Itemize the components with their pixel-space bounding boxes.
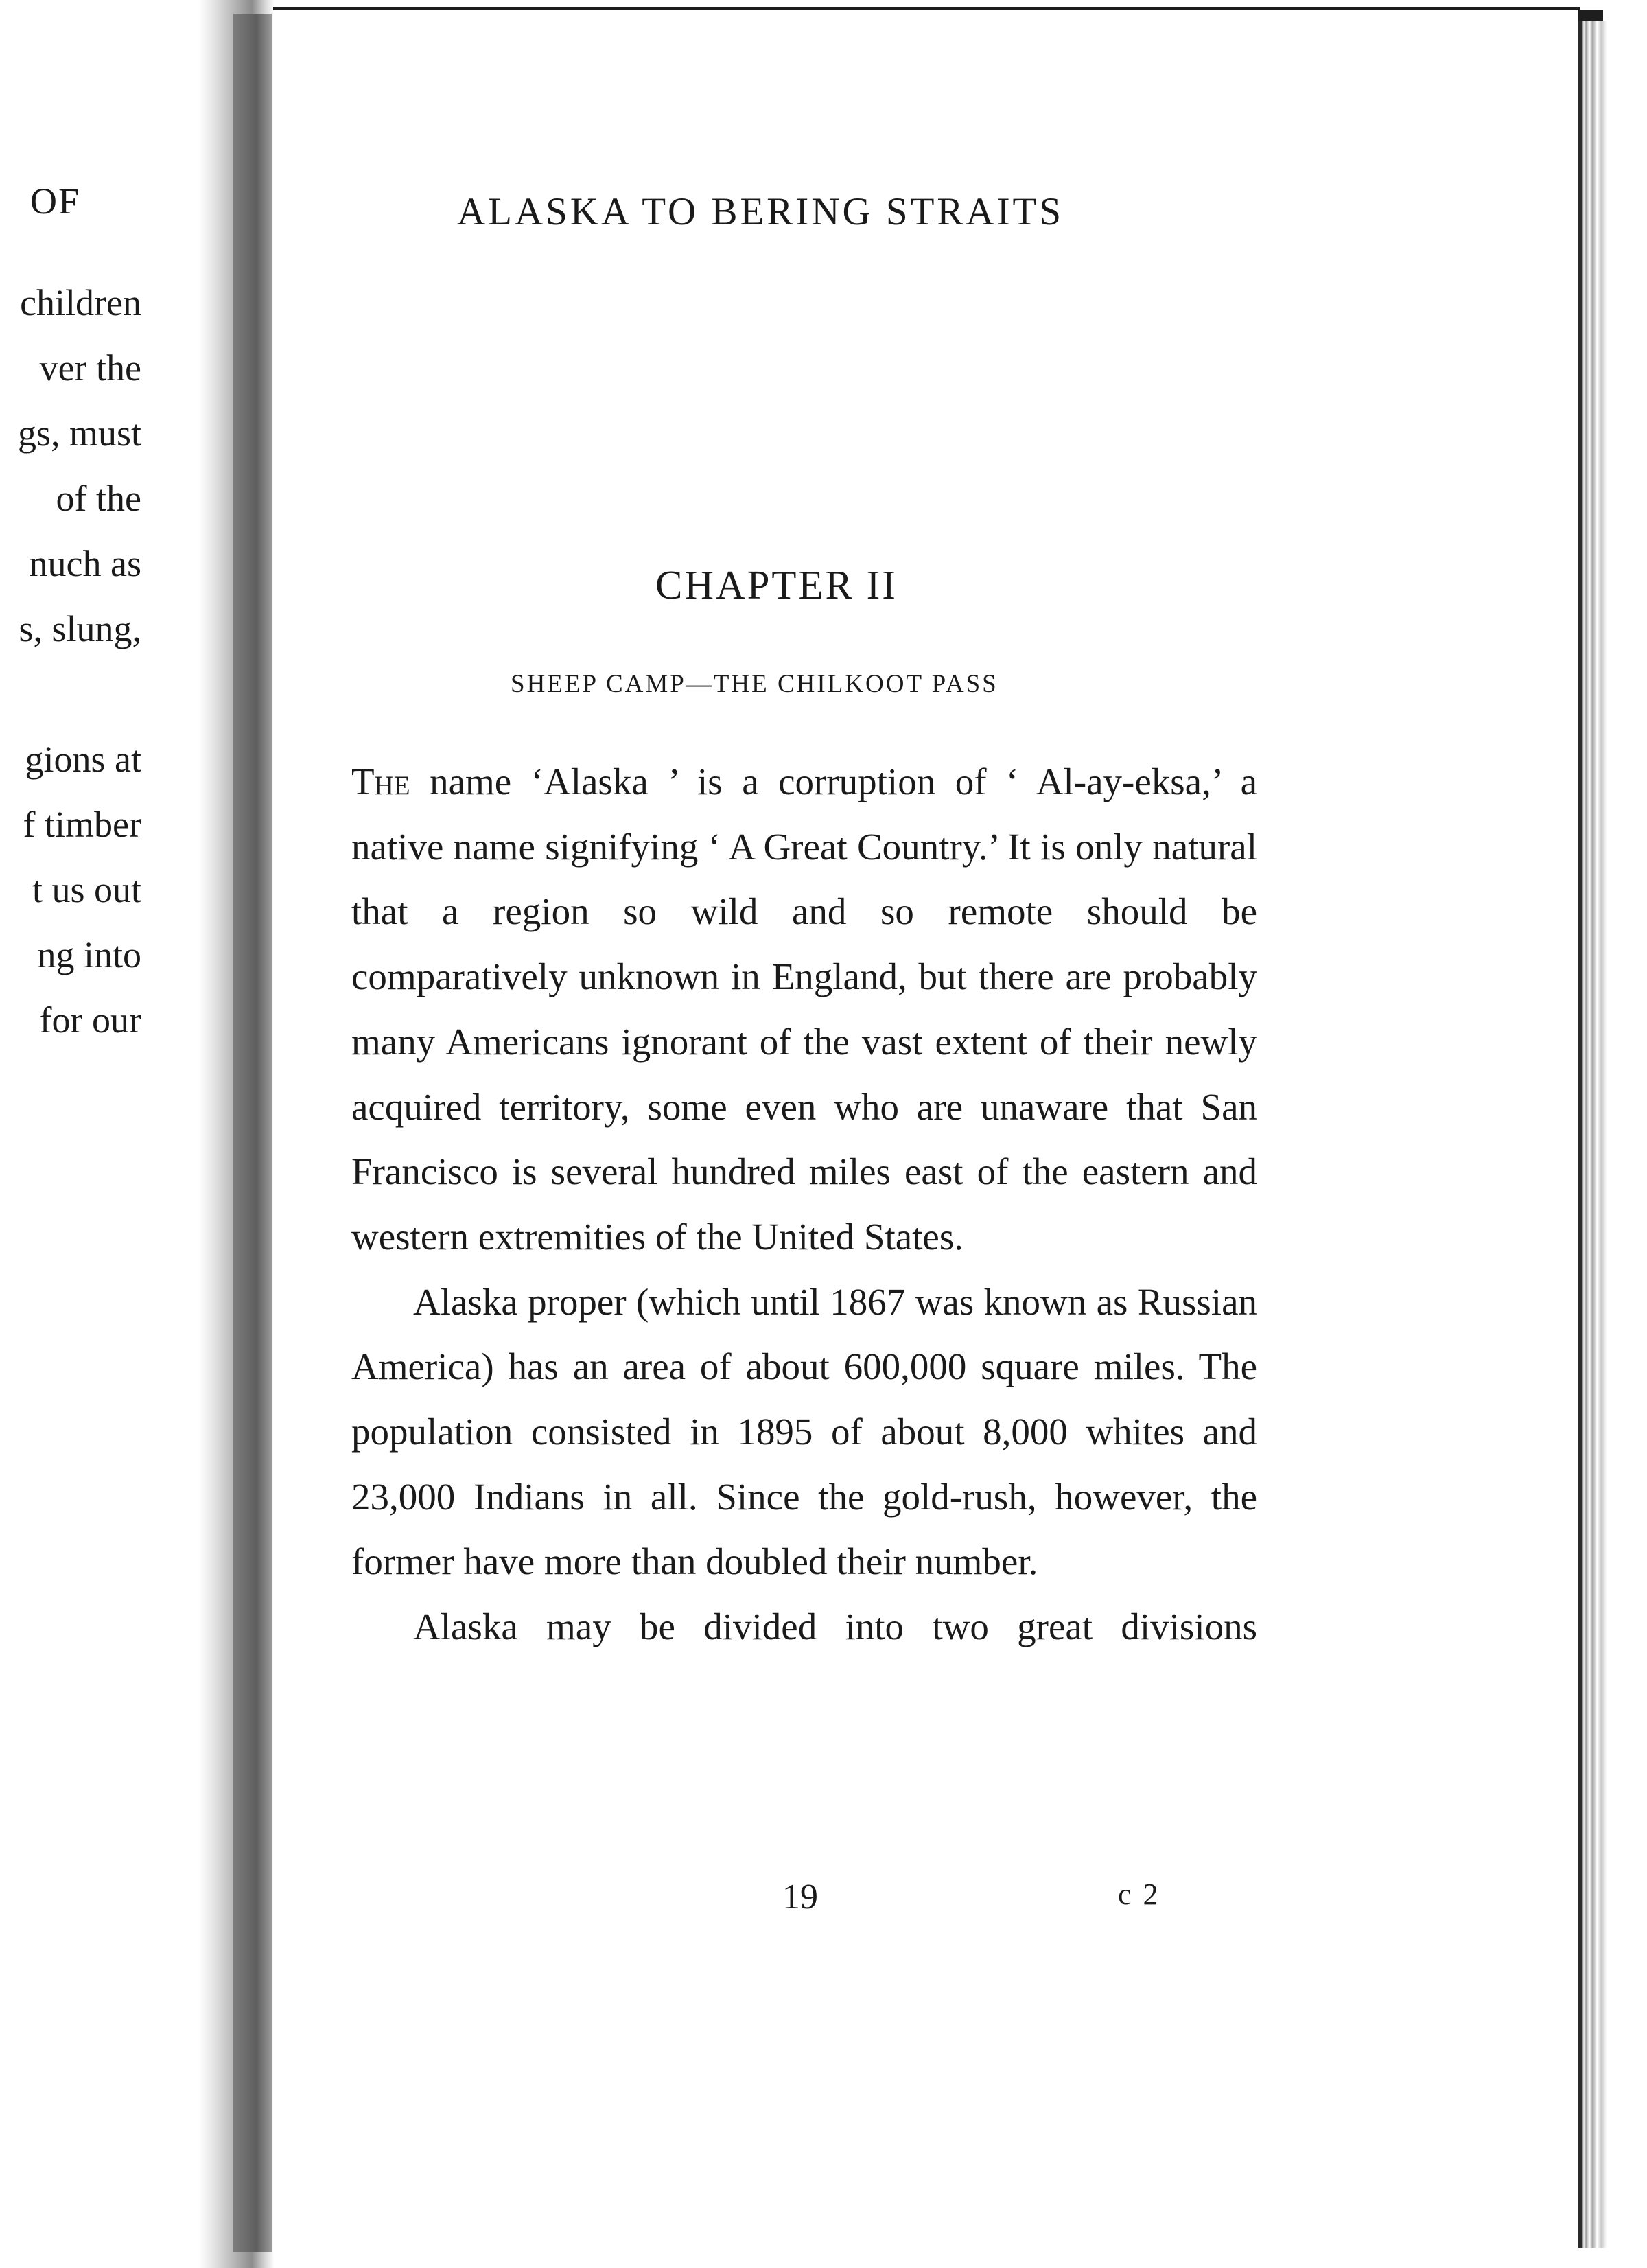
body-text <box>351 750 1257 1660</box>
previous-page-line: f timber <box>23 804 141 845</box>
previous-page-line: children <box>20 282 141 323</box>
previous-page-line: of the <box>56 478 141 519</box>
page-edges <box>1578 21 1633 2248</box>
book-page <box>273 7 1580 2258</box>
previous-page-line: s, slung, <box>19 608 141 649</box>
chapter-title: CHAPTER II <box>655 562 898 608</box>
previous-page-line: ver the <box>39 347 141 389</box>
previous-page-line: t us out <box>32 869 141 910</box>
previous-page-heading: OF <box>30 181 81 222</box>
paragraph-3: Alaska may be divided into two great divisions <box>413 1606 1257 1648</box>
previous-page-fragment <box>0 0 226 2268</box>
paragraph-2: Alaska proper (which until 1867 was known as Russian America) has an area of about 600,000 square miles. The population consisted in 1895 of about 8,000 whites and 23,000 Indians in all. Since the gold-rush, however, the former have more than doubled their number. <box>351 1280 1257 1583</box>
previous-page-line: gs, must <box>17 413 141 454</box>
paragraph-text: name ‘Alaska ’ is a corruption of ‘ Al-ay-eksa,’ a native name signifying ‘ A Great Country.’ It is only natural that a region so wild and so remote should be comparatively unknown in England, but there are probably many Americans ignorant of the vast extent of their newly acquired territory, some even who are unaware that San Francisco is several hundred miles east of the eastern and western extremities of the United States. <box>351 761 1257 1258</box>
previous-page-line: gions at <box>25 739 141 780</box>
signature-mark: c 2 <box>1118 1877 1160 1911</box>
previous-page-line: ng into <box>37 934 141 975</box>
previous-page-line: nuch as <box>29 543 141 584</box>
running-head: ALASKA TO BERING STRAITS <box>457 190 1064 233</box>
previous-page-line: for our <box>39 999 141 1041</box>
page-number: 19 <box>782 1877 818 1917</box>
chapter-subtitle: SHEEP CAMP—THE CHILKOOT PASS <box>511 670 998 698</box>
paragraph-lead-word: The <box>351 761 410 802</box>
paragraph-1 <box>351 750 1257 1270</box>
book-gutter-shadow <box>233 14 272 2252</box>
